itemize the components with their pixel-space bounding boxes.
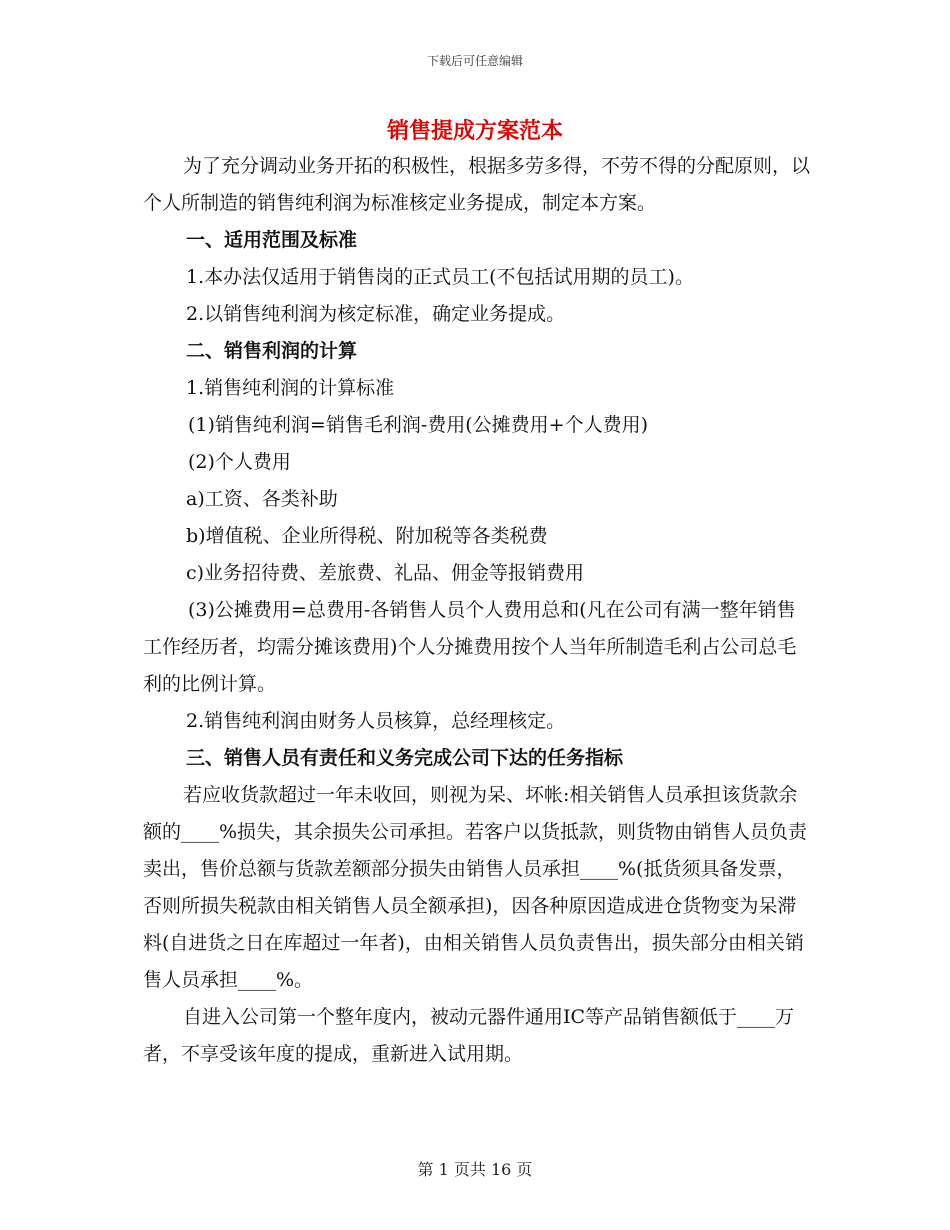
list-item: 1.销售纯利润的计算标准	[186, 377, 395, 399]
list-item: 1.本办法仅适用于销售岗的正式员工(不包括试用期的员工)。	[186, 266, 694, 288]
list-item: (3)公摊费用=总费用-各销售人员个人费用总和(凡在公司有满一整年销售工作经历者，均需分摊该费用)个人分摊费用按个人当年所制造毛利占公司总毛利的比例计算。	[143, 599, 797, 695]
intro-paragraph: 为了充分调动业务开拓的积极性，根据多劳多得，不劳不得的分配原则，以个人所制造的销售纯利润为标准核定业务提成，制定本方案。	[143, 155, 811, 214]
list-item: 2.销售纯利润由财务人员核算，总经理核定。	[186, 710, 566, 732]
page-footer: 第 1 页共 16 页	[417, 1160, 533, 1179]
body-paragraph: 自进入公司第一个整年度内，被动元器件通用IC等产品销售额低于____万者，不享受该年度的提成，重新进入试用期。	[143, 1006, 795, 1065]
document-body	[143, 148, 811, 1073]
body-paragraph: 若应收货款超过一年未收回，则视为呆、坏帐:相关销售人员承担该货款余额的____%损失，其余损失公司承担。若客户以货抵款，则货物由销售人员负责卖出，售价总额与货款差额部分损失由销售人员承担____%(抵货须具备发票，否则所损失税款由相关销售人员全额承担)，因各种原因造成进仓货物变为呆滞料(自进货之日在库超过一年者)，由相关销售人员负责售出，损失部分由相关销售人员承担____%。	[143, 784, 808, 991]
list-item: b)增值税、企业所得税、附加税等各类税费	[186, 525, 548, 547]
section-heading-profit: 二、销售利润的计算	[186, 340, 358, 362]
list-item: a)工资、各类补助	[186, 488, 338, 510]
list-item: c)业务招待费、差旅费、礼品、佣金等报销费用	[186, 562, 585, 584]
document-title: 销售提成方案范本	[386, 119, 563, 144]
list-item: (2)个人费用	[188, 451, 291, 473]
page-header: 下载后可任意编辑	[426, 54, 523, 68]
section-heading-duty: 三、销售人员有责任和义务完成公司下达的任务指标	[186, 747, 624, 769]
list-item: (1)销售纯利润=销售毛利润-费用(公摊费用+个人费用)	[188, 414, 648, 436]
section-heading-scope: 一、适用范围及标准	[186, 229, 358, 251]
list-item: 2.以销售纯利润为核定标准，确定业务提成。	[186, 303, 566, 325]
